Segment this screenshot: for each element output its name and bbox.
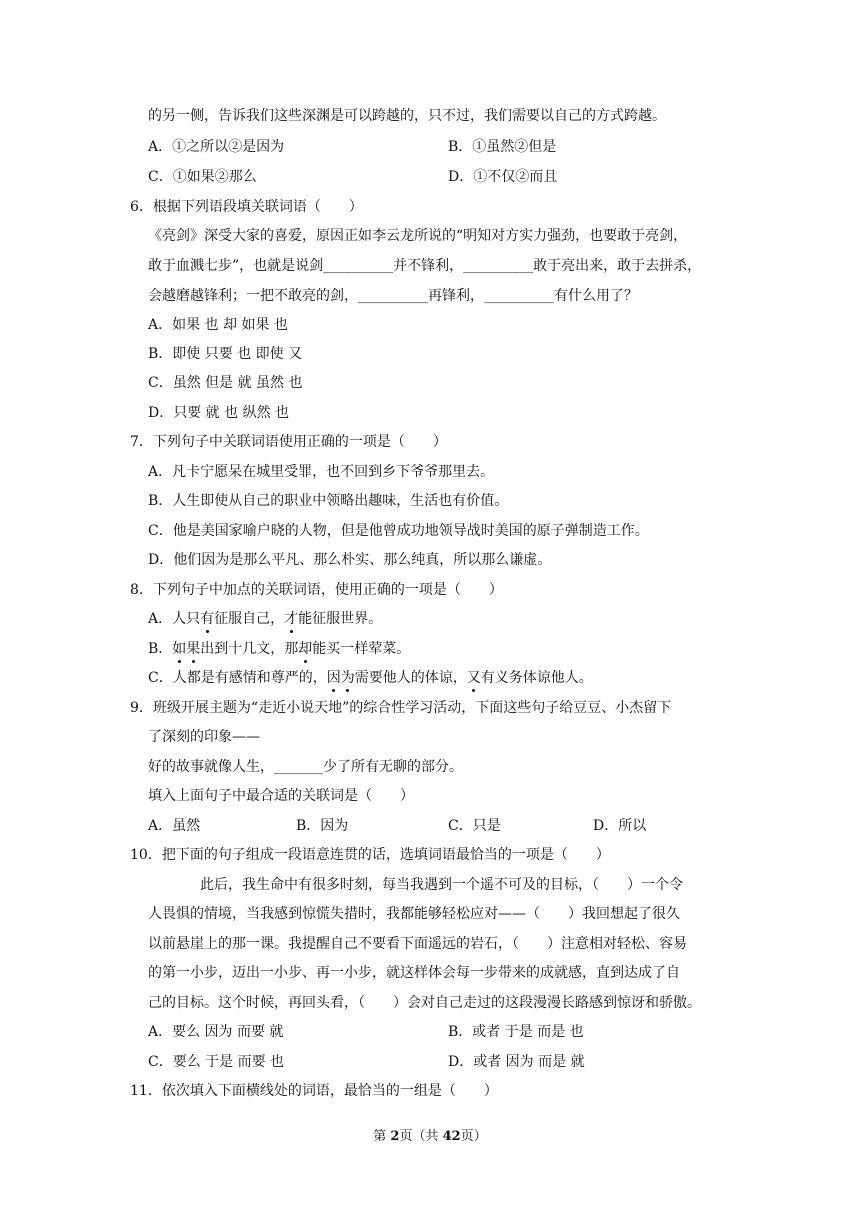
dotted-word: 果 [186,641,201,657]
dotted-word: 却 [298,641,313,657]
q10-option-d: D．或者 因为 而是 就 [448,1054,585,1070]
page-footer [0,1128,860,1146]
text-span: B． [148,641,173,657]
q8-option-c [148,668,593,688]
q7-question: 7．下列句子中关联词语使用正确的一项是（ ） [130,434,447,450]
footer-text: 页） [460,1129,487,1144]
text-span: 征服自己， [214,611,285,627]
text-span: 能买一样荤菜。 [312,641,411,657]
q6-question: 6．根据下列语段填关联词语（ ） [130,199,363,215]
q6-option-b: B．即使 只要 也 即使 又 [148,346,303,362]
q7-option-a: A．凡卡宁愿呆在城里受罪，也不回到乡下爷爷那里去。 [148,464,495,480]
q7-option-c: C．他是美国家喻户晓的人物，但是他曾成功地领导战时美国的原子弹制造工作。 [148,523,649,539]
text-span: 有义务体谅他人。 [480,670,593,686]
dotted-word: 才 [284,611,299,627]
dotted-word: 如 [172,641,187,657]
q5-option-a: A．①之所以②是因为 [148,139,285,155]
q10-question: 10．把下面的句子组成一段语意连贯的话，选填词语最恰当的一项是（ ） [130,847,610,863]
q11-question: 11．依次填入下面横线处的词语，最恰当的一组是（ ） [130,1083,498,1099]
text-span: 需要他人的体谅， [354,670,467,686]
q10-option-c: C．要么 于是 而要 也 [148,1054,285,1070]
q10-passage-line: 以前悬崖上的那一课。我提醒自己不要看下面遥远的岩石，（ ）注意相对轻松、容易 [148,936,687,952]
page-number: 2 [390,1129,400,1144]
text-span: 出到十几文，那 [200,641,299,657]
q9-option-c: C．只是 [448,818,501,834]
q7-option-d: D．他们因为是那么平凡、那么朴实、那么纯真，所以那么谦虚。 [148,552,552,568]
q8-option-a [148,609,382,629]
text-span: 能征服世界。 [298,611,383,627]
q9-option-a: A．虽然 [148,818,201,834]
q9-question: 9．班级开展主题为“走近小说天地”的综合性学习活动，下面这些句子给豆豆、小杰留下 [130,700,672,716]
q5-option-b: B．①虽然②但是 [448,139,557,155]
text-span: C．人都是有感情和尊严的， [148,670,327,686]
q10-option-b: B．或者 于是 而是 也 [448,1024,584,1040]
q8-question: 8．下列句子中加点的关联词语，使用正确的一项是（ ） [130,582,503,598]
q9-question-cont: 了深刻的印象—— [148,729,260,745]
q6-option-c: C．虽然 但是 就 虽然 也 [148,375,303,391]
q5-option-d: D．①不仅②而且 [448,169,558,185]
dotted-word: 有 [200,611,215,627]
q6-passage-line: 《亮剑》深受大家的喜爱，原因正如李云龙所说的“明知对方实力强劲，也要敢于亮剑， [148,228,688,244]
q10-passage-line: 人畏惧的情境，当我感到惊慌失措时，我都能够轻松应对——（ ）我回想起了很久 [148,906,680,922]
q5-paragraph-end: 的另一侧，告诉我们这些深渊是可以跨越的，只不过，我们需要以自己的方式跨越。 [148,108,666,124]
footer-text: 第 [373,1129,391,1144]
total-pages: 42 [442,1129,461,1144]
text-span: A．人只 [148,611,201,627]
q6-option-a: A．如果 也 却 如果 也 [148,317,288,333]
dotted-word: 因 [326,670,341,686]
q10-passage-line: 己的目标。这个时候，再回头看，（ ）会对自己走过的这段漫漫长路感到惊讶和骄傲。 [148,995,701,1011]
q9-option-b: B．因为 [296,818,349,834]
q6-option-d: D．只要 就 也 纵然 也 [148,405,290,421]
dotted-word: 又 [466,670,481,686]
q6-passage-line: 会越磨越锋利；一把不敢亮的剑，__________再锋利，__________有什么用了？ [148,288,638,304]
q9-option-d: D．所以 [593,818,647,834]
q10-passage-line: 的第一小步，迈出一小步、再一小步，就这样体会每一步带来的成就感，直到达成了自 [148,965,680,981]
footer-text: 页（共 [399,1129,443,1144]
q9-prompt: 填入上面句子中最合适的关联词是（ ） [148,788,414,804]
dotted-word: 为 [340,670,355,686]
q7-option-b: B．人生即使从自己的职业中领略出趣味，生活也有价值。 [148,493,509,509]
q6-passage-line: 敢于血溅七步”，也就是说剑__________并不锋利，__________敢于亮出来，敢于去拼杀， [148,258,702,274]
q10-option-a: A．要么 因为 而要 就 [148,1024,284,1040]
q9-sentence: 好的故事就像人生，_______少了所有无聊的部分。 [148,759,463,775]
q10-passage-line: 此后，我生命中有很多时刻，每当我遇到一个遥不可及的目标，（ ）一个令 [200,877,683,893]
q5-option-c: C．①如果②那么 [148,169,257,185]
q8-option-b [148,639,410,659]
